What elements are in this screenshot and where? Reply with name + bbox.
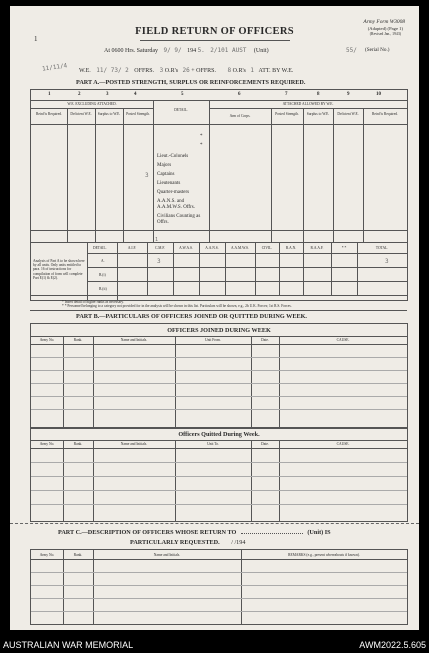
serial-label: (Serial No.) [365, 47, 390, 53]
aif-hand: 3 [157, 258, 161, 265]
we-hand: 11/ 73/ 2 [96, 67, 129, 74]
quitted-title: Officers Quitted During Week. [178, 431, 260, 438]
analysis-table [30, 237, 408, 301]
total-hand: 3 [385, 258, 389, 265]
att-label: ATT. BY W.E. [258, 68, 294, 74]
part-c-table [30, 549, 408, 625]
title-underline [140, 40, 290, 41]
part-c-date: / /194 [231, 539, 246, 546]
adapted-label: (Adapted) (Page 1) [367, 26, 403, 31]
part-a-table [30, 89, 408, 243]
joined-title: OFFICERS JOINED DURING WEEK [167, 327, 271, 334]
group-header-row [31, 100, 407, 108]
surplus-left-header: Surplus to W.E. [97, 112, 121, 116]
quitted-h-armyno: Army No. [39, 442, 55, 446]
joined-table [30, 323, 408, 429]
caption-right: AWM2022.5.605 [359, 640, 426, 650]
at-line-label: At 0600 Hrs. Saturday [104, 48, 158, 54]
part-b-title: PART B.—PARTICULARS OF OFFICERS JOINED OR QUITTED DURING WEEK. [76, 313, 307, 320]
part-c-title [58, 529, 331, 536]
caption-bar [0, 636, 429, 653]
we-excluding-header: W.E. EXCLUDING ATTACHED. [67, 102, 117, 106]
reinf-left-header: Reinf'ts Required. [36, 112, 62, 116]
c-h-remarks: REMARKS (e.g., present whereabouts if known). [288, 553, 360, 557]
col-num-3: 3 [106, 92, 109, 97]
col-num-10: 10 [376, 92, 381, 97]
unit-hand: 2/101 AUST [210, 47, 247, 54]
revised-label: (Revised Jan., 1943) [369, 32, 401, 36]
margin-hand: 11/11/4 [41, 62, 68, 73]
hdr-awas: A.W.A.S. [179, 246, 193, 250]
hdr-aans: A.A.N.S. [205, 246, 219, 250]
row-b2: B.(ii) [99, 287, 107, 291]
detail-header: DETAIL. [174, 108, 188, 112]
rank-captains: Captains [157, 172, 175, 177]
rank-civilians: Civilians Counting as Offrs. [157, 214, 201, 225]
hdr-total: TOTAL. [375, 246, 389, 250]
analysis-tick: 1 [155, 237, 159, 243]
joined-h-cause: CAUSE. [336, 338, 350, 342]
col-num-4: 4 [134, 92, 137, 97]
part-c-title-line-2 [130, 539, 245, 546]
caption-left: AUSTRALIAN WAR MEMORIAL [3, 640, 134, 650]
rank-qm: Quarter-masters [157, 190, 190, 195]
rank-lt-col: Lieut.-Colonels [157, 154, 189, 159]
rank-aans: A.A.N.S. and A.A.M.W.S. Offrs. [157, 199, 195, 210]
posted-hand: 3 [145, 172, 149, 179]
quitted-h-cause: CAUSE. [336, 442, 350, 446]
army-form-label: Army Form W3008 [363, 19, 405, 25]
att-hand: 1 [250, 67, 255, 74]
col-num-7: 7 [285, 92, 288, 97]
joined-h-unit: Unit From. [205, 338, 221, 342]
c-h-rank: Rank. [73, 553, 83, 557]
quitted-h-rank: Rank. [73, 442, 83, 446]
deficient-left-header: Deficient W.E. [70, 112, 92, 116]
or1-hand: 3 [159, 67, 164, 74]
rank-majors: Majors [157, 163, 172, 168]
ors2-label: O.R's [232, 68, 246, 74]
year-hand: 5. [197, 47, 205, 54]
quitted-h-date: Date. [261, 442, 269, 446]
row-a: A. [101, 259, 105, 263]
footnote-2: * * Personnel belonging to a category not provided for in the analysis will be shown in this list. Particulars will be shown, e.g., 2b U.K. Forces; 1st R.S. Forces. [62, 304, 292, 308]
col-num-6: 6 [238, 92, 241, 97]
joined-h-armyno: Army No. [39, 338, 55, 342]
hdr-civil: CIVIL. [261, 246, 273, 250]
joined-h-name: Name and Initials. [120, 338, 148, 342]
unit-label: (Unit) [253, 48, 269, 54]
surplus-right-header: Surplus to W.E. [306, 112, 330, 116]
quitted-table [30, 427, 408, 522]
at-date-hand: 9/ 9/ [163, 47, 182, 54]
c-h-armyno: Army No. [39, 553, 55, 557]
part-c-unit-is: (Unit) IS [307, 529, 331, 536]
joined-h-date: Date. [261, 338, 269, 342]
posted-left-header: Posted Strength. [126, 112, 150, 116]
at-line [104, 47, 269, 54]
plus-hand: 26 [182, 67, 190, 74]
hdr-raaf: R.A.A.F. [310, 246, 324, 250]
or2-hand: 8 [227, 67, 232, 74]
cut-line [10, 523, 419, 524]
posted-right-header: Posted Strength. [275, 112, 299, 116]
hdr-aif: A.I.F. [127, 246, 137, 250]
part-c-title-2: PARTICULARLY REQUESTED. [130, 539, 220, 546]
form-sheet [10, 6, 419, 630]
rank-lieutenants: Lieutenants [157, 181, 181, 186]
tick-mark: 1 [34, 35, 38, 43]
row-b1: B.(i) [99, 273, 106, 277]
hdr-aamws: A.A.M.W.S. [231, 246, 249, 250]
col-num-2: 2 [78, 92, 81, 97]
plus-offrs-label: + OFFRS. [191, 68, 217, 74]
hdr-cmf: C.M.F. [155, 246, 165, 250]
star-1: * [200, 134, 203, 139]
serial-hand: 55/ [346, 47, 357, 54]
col-num-9: 9 [347, 92, 350, 97]
col-num-8: 8 [317, 92, 320, 97]
c-h-name: Name and Initials. [153, 553, 181, 557]
quitted-h-unit: Unit To. [207, 442, 219, 446]
star-2: * [200, 143, 203, 148]
joined-h-rank: Rank. [73, 338, 83, 342]
we-line [79, 67, 293, 74]
ors1-label: O.R's [164, 68, 179, 74]
form-title: FIELD RETURN OF OFFICERS [135, 26, 294, 37]
quitted-h-name: Name and Initials. [120, 442, 148, 446]
hdr-ran: R.A.N. [285, 246, 297, 250]
we-label: W.E. [79, 68, 91, 74]
part-a-title: PART A.—POSTED STRENGTH, SURPLUS OR REINFORCEMENTS REQUIRED. [76, 79, 306, 86]
year-prefix: 194 [187, 48, 197, 54]
analysis-note: Analysis of Part A to be shown here by all units. Only units entitled to para. 16 of instructions for compilation of form will complete Part E(1) & E(2). [33, 259, 85, 280]
part-c-title-1: PART C.—DESCRIPTION OF OFFICERS WHOSE RETURN TO [58, 529, 237, 536]
reinf-right-header: Reinf'ts Required. [372, 112, 398, 116]
footnote-1: * Insert detail of higher ranks as necessary. [62, 300, 124, 304]
attached-allowed-header: ATTACHED ALLOWED BY W.E. [282, 102, 334, 106]
col-num-5: 5 [181, 92, 184, 97]
analysis-detail: DETAIL. [93, 246, 107, 250]
hdr-other: * * [341, 246, 347, 250]
col-num-1: 1 [48, 92, 51, 97]
arm-of-corps-header: Arm of Corps. [229, 114, 251, 118]
deficient-right-header: Deficient W.E. [337, 112, 359, 116]
offrs1-label: OFFRS. [134, 68, 155, 74]
